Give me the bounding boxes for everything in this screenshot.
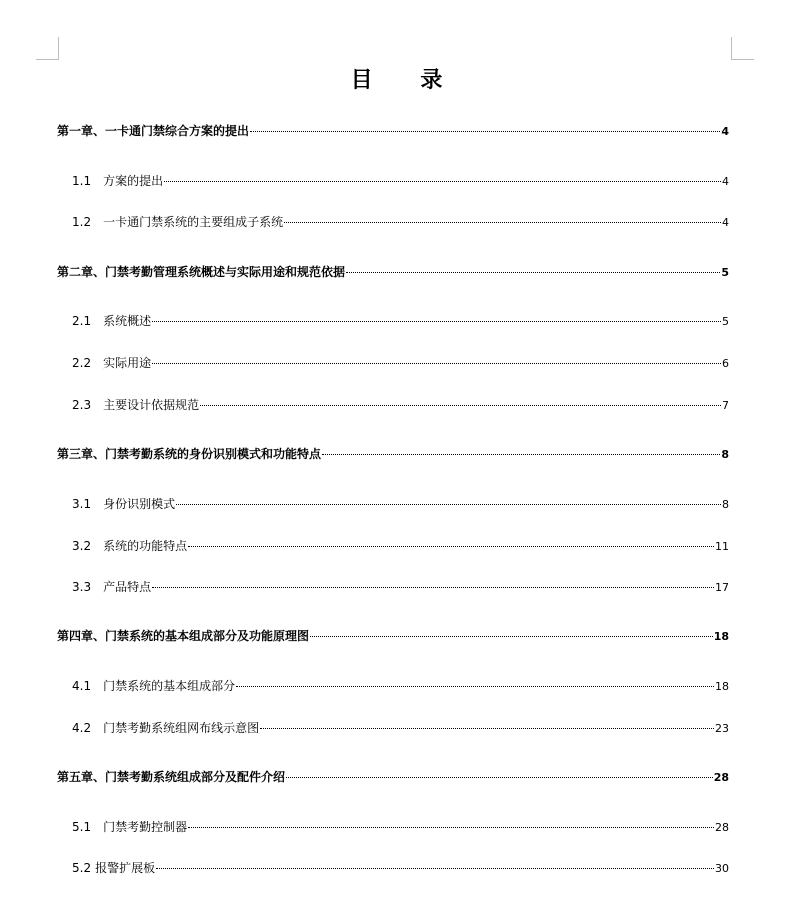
toc-leader-dots: [310, 636, 713, 637]
toc-page-number: 17: [715, 581, 729, 594]
toc-leader-dots: [152, 363, 721, 364]
toc-section-5-2[interactable]: [72, 859, 729, 877]
toc-page-number: 18: [715, 680, 729, 693]
toc-leader-dots: [164, 181, 721, 182]
toc-section-title: 实际用途: [103, 356, 152, 370]
toc-chapter-2[interactable]: [57, 263, 729, 281]
toc-page-number: 4: [721, 125, 729, 138]
toc-section-4-1[interactable]: [72, 677, 729, 695]
crop-mark-top-right-vertical: [731, 37, 732, 60]
toc-section-number: 3.3: [72, 580, 92, 594]
toc-section-2-3[interactable]: [72, 396, 729, 414]
toc-page-number: 8: [722, 498, 729, 511]
toc-section-title: 产品特点: [103, 580, 152, 594]
toc-page-number: 18: [713, 630, 729, 643]
toc-leader-dots: [346, 272, 720, 273]
toc-section-4-2[interactable]: [72, 719, 729, 737]
toc-section-3-2[interactable]: [72, 537, 729, 555]
toc-chapter-title: 第四章、门禁系统的基本组成部分及功能原理图: [57, 629, 310, 643]
toc-page-number: 4: [722, 175, 729, 188]
toc-page-number: 4: [722, 216, 729, 229]
toc-leader-dots: [284, 222, 721, 223]
toc-section-number: 1.2: [72, 215, 92, 229]
crop-mark-top-left-vertical: [58, 37, 59, 60]
toc-page-number: 28: [713, 771, 729, 784]
toc-chapter-title: 第二章、门禁考勤管理系统概述与实际用途和规范依据: [57, 265, 346, 279]
toc-section-title: 门禁考勤控制器: [103, 820, 188, 834]
toc-section-number: 4.2: [72, 721, 92, 735]
toc-section-number: 2.1: [72, 314, 92, 328]
toc-leader-dots: [176, 504, 721, 505]
toc-page-number: 5: [722, 315, 729, 328]
toc-page-number: 30: [715, 862, 729, 875]
toc-leader-dots: [200, 405, 721, 406]
toc-leader-dots: [236, 686, 714, 687]
toc-section-title: 主要设计依据规范: [103, 398, 200, 412]
toc-page-number: 23: [715, 722, 729, 735]
toc-chapter-title: 第五章、门禁考勤系统组成部分及配件介绍: [57, 770, 286, 784]
toc-leader-dots: [286, 777, 713, 778]
toc-leader-dots: [260, 728, 714, 729]
toc-chapter-3[interactable]: [57, 445, 729, 463]
toc-leader-dots: [250, 131, 720, 132]
toc-page-number: 6: [722, 357, 729, 370]
toc-section-number: 2.2: [72, 356, 92, 370]
crop-mark-top-left-horizontal: [36, 59, 59, 60]
toc-section-title: 身份识别模式: [103, 497, 176, 511]
toc-section-2-1[interactable]: [72, 312, 729, 330]
toc-section-number: 3.2: [72, 539, 92, 553]
toc-section-title: 报警扩展板: [95, 861, 156, 875]
toc-section-number: 3.1: [72, 497, 92, 511]
toc-chapter-4[interactable]: [57, 627, 729, 645]
toc-page-number: 5: [721, 266, 729, 279]
toc-chapter-title: 第一章、一卡通门禁综合方案的提出: [57, 124, 250, 138]
toc-chapter-1[interactable]: [57, 122, 729, 140]
toc-section-3-1[interactable]: [72, 495, 729, 513]
toc-section-title: 门禁系统的基本组成部分: [103, 679, 236, 693]
toc-section-5-1[interactable]: [72, 818, 729, 836]
toc-section-title: 门禁考勤系统组网布线示意图: [103, 721, 260, 735]
toc-chapter-title: 第三章、门禁考勤系统的身份识别模式和功能特点: [57, 447, 322, 461]
toc-section-title: 系统的功能特点: [103, 539, 188, 553]
toc-section-number: 2.3: [72, 398, 92, 412]
toc-section-1-1[interactable]: [72, 172, 729, 190]
toc-leader-dots: [322, 454, 720, 455]
toc-section-title: 系统概述: [103, 314, 152, 328]
page-title: 目 录: [350, 68, 463, 93]
toc-section-2-2[interactable]: [72, 354, 729, 372]
toc-section-1-2[interactable]: [72, 213, 729, 231]
toc-section-number: 4.1: [72, 679, 92, 693]
toc-section-title: 方案的提出: [103, 174, 164, 188]
toc-leader-dots: [152, 321, 721, 322]
toc-section-number: 5.2: [72, 861, 92, 875]
crop-mark-top-right-horizontal: [731, 59, 754, 60]
toc-section-number: 5.1: [72, 820, 92, 834]
toc-section-3-3[interactable]: [72, 578, 729, 596]
toc-section-title: 一卡通门禁系统的主要组成子系统: [103, 215, 284, 229]
toc-leader-dots: [188, 546, 714, 547]
toc-leader-dots: [188, 827, 714, 828]
toc-page-number: 7: [722, 399, 729, 412]
toc-leader-dots: [152, 587, 714, 588]
toc-page-number: 11: [715, 540, 729, 553]
toc-chapter-5[interactable]: [57, 768, 729, 786]
toc-page-number: 28: [715, 821, 729, 834]
toc-leader-dots: [156, 868, 714, 869]
toc-section-number: 1.1: [72, 174, 92, 188]
toc-page-number: 8: [721, 448, 729, 461]
